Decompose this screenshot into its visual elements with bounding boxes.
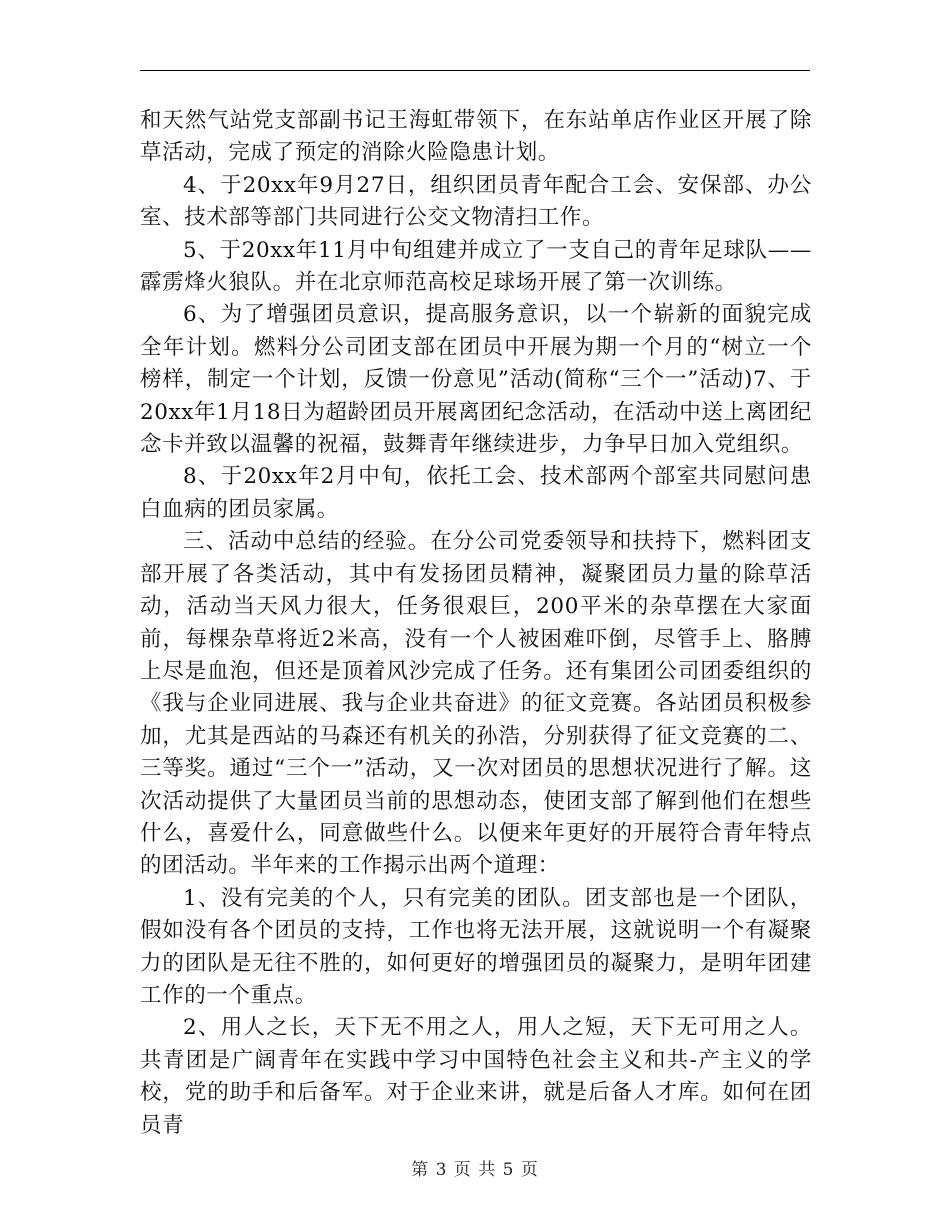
- paragraph: 6、为了增强团员意识，提高服务意识，以一个崭新的面貌完成全年计划。燃料分公司团支部在团员中开展为期一个月的“树立一个榜样，制定一个计划，反馈一份意见”活动(简称“三个一”活动)7、于20xx年1月18日为超龄团员开展离团纪念活动，在活动中送上离团纪念卡并致以温馨的祝福，鼓舞青年继续进步，力争早日加入党组织。: [140, 302, 812, 458]
- paragraph: 5、于20xx年11月中旬组建并成立了一支自己的青年足球队——霹雳烽火狼队。并在北京师范高校足球场开展了第一次训练。: [140, 237, 812, 296]
- paragraph: 2、用人之长，天下无不用之人，用人之短，天下无可用之人。共青团是广阔青年在实践中学习中国特色社会主义和共-产主义的学校，党的助手和后备军。对于企业来讲，就是后备人才库。如何在团员青: [140, 1015, 812, 1138]
- paragraph: 4、于20xx年9月27日，组织团员青年配合工会、安保部、办公室、技术部等部门共同进行公交文物清扫工作。: [140, 172, 812, 231]
- page-number: 第 3 页 共 5 页: [411, 1160, 539, 1180]
- paragraph: 和天然气站党支部副书记王海虹带领下，在东站单店作业区开展了除草活动，完成了预定的消除火险隐患计划。: [140, 108, 812, 166]
- header-rule: [140, 70, 810, 71]
- paragraph: 三、活动中总结的经验。在分公司党委领导和扶持下，燃料团支部开展了各类活动，其中有发扬团员精神，凝聚团员力量的除草活动，活动当天风力很大，任务很艰巨，200平米的杂草摆在大家面前，每棵杂草将近2米高，没有一个人被困难吓倒，尽管手上、胳膊上尽是血泡，但还是顶着风沙完成了任务。还有集团公司团委组织的《我与企业同进展、我与企业共奋进》的征文竞赛。各站团员积极参加，尤其是西站的马森还有机关的孙浩，分别获得了征文竞赛的二、三等奖。通过“三个一”活动，又一次对团员的思想状况进行了解。这次活动提供了大量团员当前的思想动态，使团支部了解到他们在想些什么，喜爱什么，同意做些什么。以便来年更好的开展符合青年特点的团活动。半年来的工作揭示出两个道理：: [140, 529, 812, 879]
- paragraph: 8、于20xx年2月中旬，依托工会、技术部两个部室共同慰问患白血病的团员家属。: [140, 464, 812, 522]
- document-body: [140, 105, 812, 1142]
- paragraph: 1、没有完美的个人，只有完美的团队。团支部也是一个团队，假如没有各个团员的支持，工作也将无法开展，这就说明一个有凝聚力的团队是无往不胜的，如何更好的增强团员的凝聚力，是明年团建工作的一个重点。: [140, 885, 812, 1008]
